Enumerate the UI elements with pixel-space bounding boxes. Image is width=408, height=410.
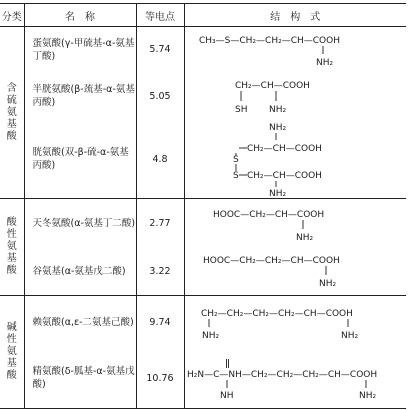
category-char: 氨 [6, 106, 17, 118]
category-label [0, 27, 24, 199]
table-row [0, 72, 406, 120]
category-label [0, 199, 24, 296]
group-acidic [0, 199, 406, 296]
amino-acid-name: 天冬氨酸(α-氨基丁二酸) [24, 199, 136, 248]
formula-main: CH₃—S—CH₂—CH₂—CH—COOH [198, 36, 340, 46]
structure-cell [184, 247, 406, 296]
table-header-row [0, 4, 406, 27]
isoelectric-point: 5.74 [136, 27, 184, 73]
category-char: 硫 [6, 94, 17, 106]
group-sulfur [0, 27, 406, 199]
formula-sub: NH₂ [268, 105, 286, 115]
formula-sub: NH₂ [318, 279, 336, 289]
isoelectric-point: 4.8 [136, 120, 184, 199]
formula-main: HOOC—CH₂—CH—COOH [212, 210, 324, 220]
formula-arginine [185, 348, 407, 408]
structure-cell [184, 348, 406, 409]
category-text [0, 322, 24, 382]
formula-main: CH₂—CH₂—CH₂—CH₂—CH—COOH [200, 309, 353, 319]
category-char: 酸 [6, 370, 17, 381]
group-basic [0, 296, 406, 409]
isoelectric-point: 5.05 [136, 72, 184, 120]
formula-s: S [232, 155, 239, 165]
category-char: 酸 [6, 217, 17, 228]
formula-aspartic [185, 199, 407, 247]
formula-glutamic [185, 247, 407, 295]
amino-acid-name: 精氨酸(δ-胍基-α-氨基戊酸) [24, 348, 136, 409]
category-text [0, 217, 24, 277]
formula-s: S [232, 171, 239, 181]
category-text [0, 83, 24, 143]
category-char: 含 [6, 82, 17, 94]
table-row [0, 120, 406, 199]
amino-acid-name: 半胱氨酸(β-巯基-α-氨基丙酸) [24, 72, 136, 120]
header-pi: 等电点 [136, 4, 184, 27]
structure-cell [184, 27, 406, 73]
amino-acid-table [0, 3, 406, 409]
structure-cell [184, 296, 406, 349]
category-char: 氨 [6, 346, 17, 357]
structure-cell [184, 120, 406, 199]
amino-acid-name: 赖氨酸(α,ε-二氨基己酸) [24, 296, 136, 349]
category-char: 酸 [6, 130, 17, 142]
category-char: 基 [6, 118, 17, 130]
formula-sub: NH₂ [268, 123, 286, 133]
formula-main: CH₂—CH—COOH [234, 81, 310, 91]
formula-cysteine [185, 72, 407, 120]
table-row [0, 199, 406, 248]
formula-sub: NH₂ [268, 189, 286, 198]
category-char: 性 [6, 229, 17, 240]
category-char: 基 [6, 358, 17, 369]
table-row [0, 27, 406, 73]
formula-sub: SH [234, 105, 247, 115]
isoelectric-point: 3.22 [136, 247, 184, 296]
formula-top: NH [219, 391, 233, 401]
formula-sub: NH₂ [315, 58, 333, 68]
category-char: 酸 [6, 265, 17, 276]
amino-acid-name: 胱氨酸(双-β-硫-α-氨基丙酸) [24, 120, 136, 199]
category-label [0, 296, 24, 409]
header-structure: 结 构 式 [184, 4, 406, 27]
formula-row: CH₂—CH—COOH [246, 171, 322, 181]
category-char: 基 [6, 253, 17, 264]
category-char: 氨 [6, 241, 17, 252]
category-char: 性 [6, 334, 17, 345]
table-row [0, 247, 406, 296]
formula-methionine [185, 27, 407, 72]
header-name: 名 称 [24, 4, 136, 27]
category-char: 碱 [6, 322, 17, 333]
formula-main: HOOC—CH₂—CH₂—CH—COOH [202, 256, 340, 266]
formula-lysine [185, 296, 407, 348]
isoelectric-point: 10.76 [136, 348, 184, 409]
formula-row: CH₂—CH—COOH [246, 144, 322, 154]
formula-sub: NH₂ [201, 331, 219, 341]
isoelectric-point: 2.77 [136, 199, 184, 248]
formula-sub: NH₂ [340, 331, 358, 341]
formula-main: H₂N—C—NH—CH₂—CH₂—CH₂—CH—COOH [186, 370, 377, 380]
formula-sub: NH₂ [295, 233, 313, 243]
table-row [0, 296, 406, 349]
amino-acid-name: 蛋氨酸(γ-甲硫基-α-氨基丁酸) [24, 27, 136, 73]
header-category: 分类 [1, 11, 22, 23]
amino-acid-name: 谷氨基(α-氨基戊二酸) [24, 247, 136, 296]
formula-cystine [185, 120, 407, 198]
table-row [0, 348, 406, 409]
isoelectric-point: 9.74 [136, 296, 184, 349]
structure-cell [184, 199, 406, 248]
formula-sub: NH₂ [358, 391, 376, 401]
structure-cell [184, 72, 406, 120]
